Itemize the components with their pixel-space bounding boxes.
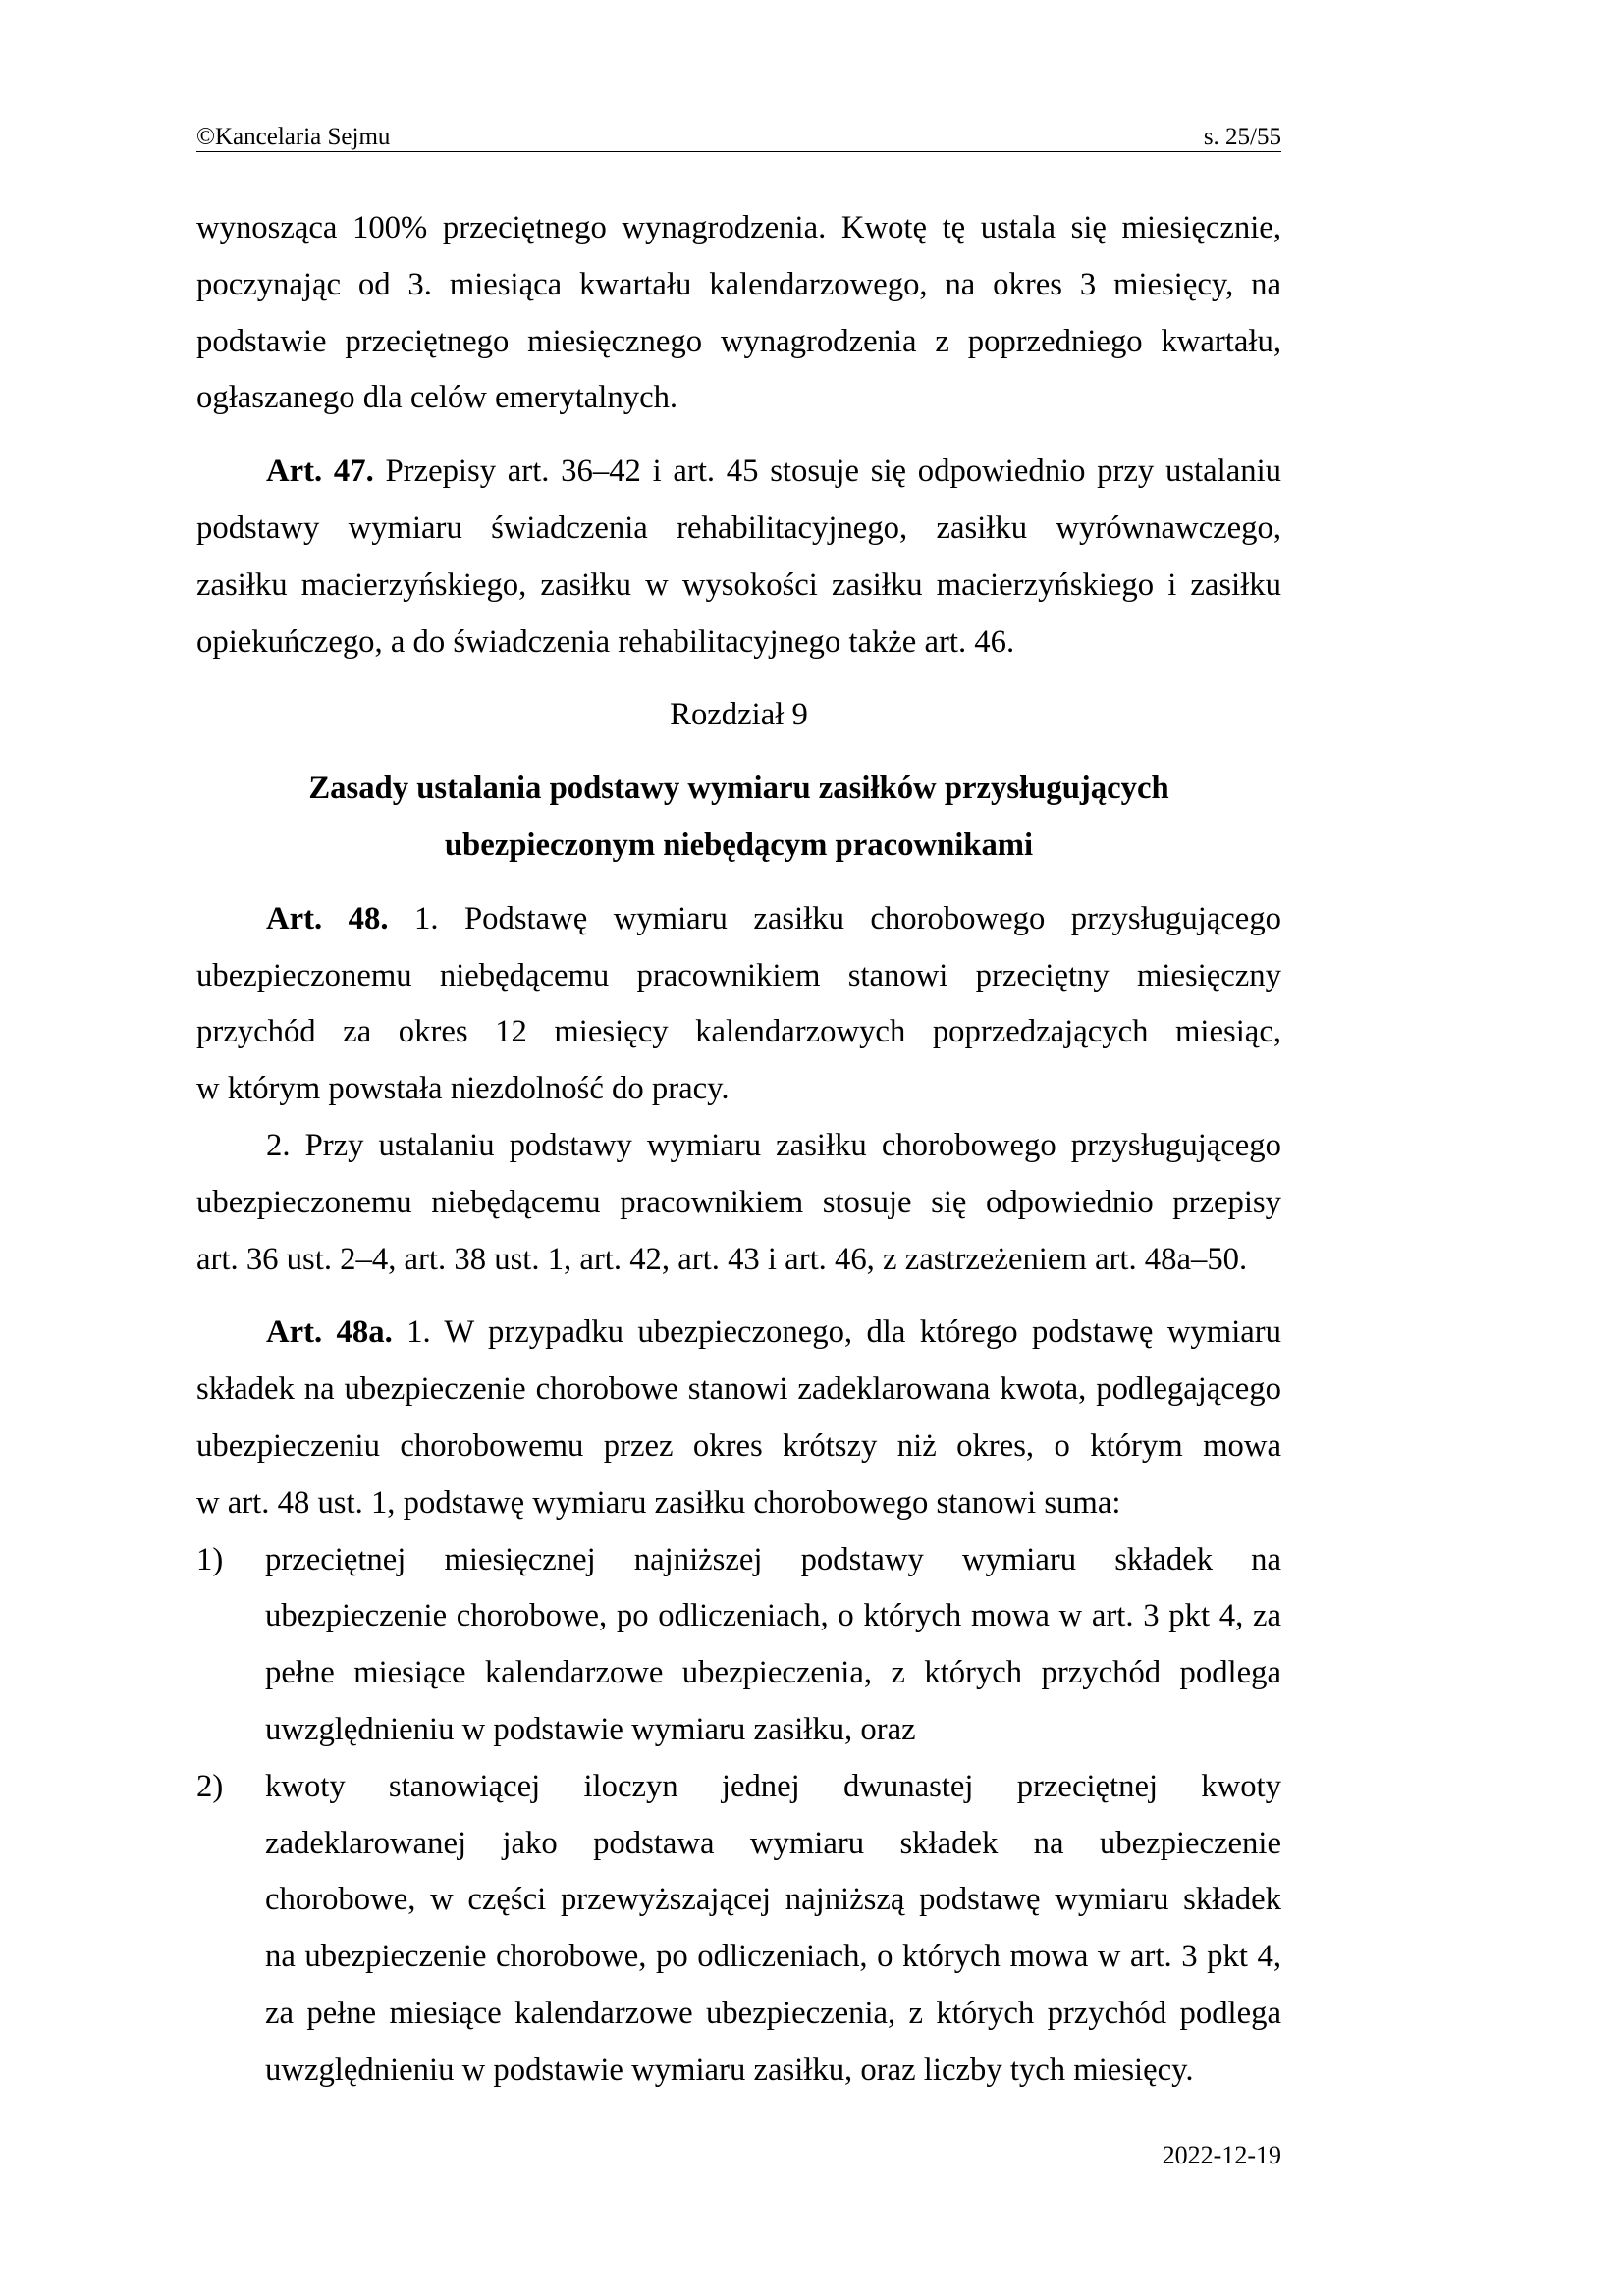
article-label: Art. 48a. — [266, 1314, 393, 1351]
chapter-title — [196, 761, 1281, 875]
page-header — [196, 124, 1281, 152]
footer-date: 2022-12-19 — [1162, 2141, 1281, 2169]
text-line: podstawy wymiaru świadczenia rehabilitacyjnego, zasiłku wyrównawczego, — [196, 509, 1281, 546]
article-48-ust-1 — [196, 891, 1281, 1118]
chapter-title-line: Zasady ustalania podstawy wymiaru zasiłków przysługujących — [308, 771, 1169, 807]
text-line: w którym powstała niezdolność do pracy. — [196, 1071, 730, 1107]
text-line: uwzględnieniu w podstawie wymiaru zasiłku, oraz — [265, 1711, 916, 1747]
chapter-title-line: ubezpieczonym niebędącym pracownikami — [444, 827, 1034, 863]
text-line: uwzględnieniu w podstawie wymiaru zasiłku, oraz liczby tych miesięcy. — [265, 2052, 1194, 2088]
article-48-ust-2 — [196, 1118, 1281, 1288]
text-line: zasiłku macierzyńskiego, zasiłku w wysokości zasiłku macierzyńskiego i zasiłku — [196, 566, 1281, 603]
text-line: przychód za okres 12 miesięcy kalendarzowych poprzedzających miesiąc, — [196, 1014, 1281, 1050]
line-text: Przepisy art. 36–42 i art. 45 stosuje się odpowiednio przy ustalaniu — [385, 454, 1282, 490]
text-line: kwoty stanowiącej iloczyn jednej dwunastej przeciętnej kwoty — [265, 1768, 1281, 1804]
article-48 — [196, 891, 1281, 1289]
text-line: podstawie przeciętnego miesięcznego wynagrodzenia z poprzedniego kwartału, — [196, 323, 1281, 359]
text-line: art. 36 ust. 2–4, art. 38 ust. 1, art. 42, art. 43 i art. 46, z zastrzeżeniem art. 48a–50. — [196, 1241, 1248, 1277]
text-line: na ubezpieczenie chorobowe, po odliczeniach, o których mowa w art. 3 pkt 4, — [265, 1939, 1281, 1975]
article-47 — [196, 444, 1281, 670]
text-line — [196, 1305, 1281, 1362]
text-line: ubezpieczonemu niebędącemu pracownikiem stosuje się odpowiednio przepisy — [196, 1184, 1281, 1220]
point-1 — [196, 1532, 1281, 1759]
paragraph-continuation — [196, 200, 1281, 427]
document-body — [196, 200, 1281, 2100]
article-48a-ust-1 — [196, 1305, 1281, 1531]
line-text: 1. Podstawę wymiaru zasiłku chorobowego przysługującego — [413, 900, 1282, 936]
point-2 — [196, 1759, 1281, 2100]
chapter-number: Rozdział 9 — [670, 697, 808, 733]
text-line: składek na ubezpieczenie chorobowe stanowi zadeklarowana kwota, podlegającego — [196, 1371, 1281, 1408]
article-48a — [196, 1305, 1281, 2099]
article-label: Art. 48. — [266, 900, 389, 936]
text-line — [196, 891, 1281, 948]
point-marker: 1) — [196, 1541, 224, 1577]
text-line: ubezpieczeniu chorobowemu przez okres krótszy niż okres, o którym mowa — [196, 1427, 1281, 1464]
text-line: zadeklarowanej jako podstawa wymiaru składek na ubezpieczenie — [265, 1825, 1281, 1861]
text-line: wynosząca 100% przeciętnego wynagrodzenia. Kwotę tę ustala się miesięcznie, — [196, 210, 1281, 245]
text-line: w art. 48 ust. 1, podstawę wymiaru zasiłku chorobowego stanowi suma: — [196, 1484, 1121, 1521]
text-line: pełne miesiące kalendarzowe ubezpieczenia, z których przychód podlega — [265, 1655, 1281, 1691]
text-line: przeciętnej miesięcznej najniższej podstawy wymiaru składek na — [265, 1541, 1281, 1577]
text-line: za pełne miesiące kalendarzowe ubezpieczenia, z których przychód podlega — [265, 1995, 1281, 2031]
article-label: Art. 47. — [266, 454, 374, 490]
source-label: ©Kancelaria Sejmu — [196, 124, 391, 150]
text-line: ogłaszanego dla celów emerytalnych. — [196, 380, 678, 416]
line-text: 1. W przypadku ubezpieczonego, dla którego podstawę wymiaru — [406, 1314, 1282, 1351]
text-line: ubezpieczonemu niebędącemu pracownikiem stanowi przeciętny miesięczny — [196, 957, 1281, 993]
text-line: opiekuńczego, a do świadczenia rehabilitacyjnego także art. 46. — [196, 623, 1015, 660]
text-line — [196, 444, 1281, 501]
text-line: 2. Przy ustalaniu podstawy wymiaru zasiłku chorobowego przysługującego — [266, 1127, 1281, 1163]
text-line: poczynając od 3. miesiąca kwartału kalendarzowego, na okres 3 miesięcy, na — [196, 266, 1281, 302]
text-line: ubezpieczenie chorobowe, po odliczeniach, o których mowa w art. 3 pkt 4, za — [265, 1598, 1281, 1634]
chapter-heading — [196, 687, 1281, 744]
text-line: chorobowe, w części przewyższającej najniższą podstawę wymiaru składek — [265, 1882, 1281, 1918]
page-number: s. 25/55 — [1203, 124, 1281, 150]
point-marker: 2) — [196, 1768, 224, 1804]
